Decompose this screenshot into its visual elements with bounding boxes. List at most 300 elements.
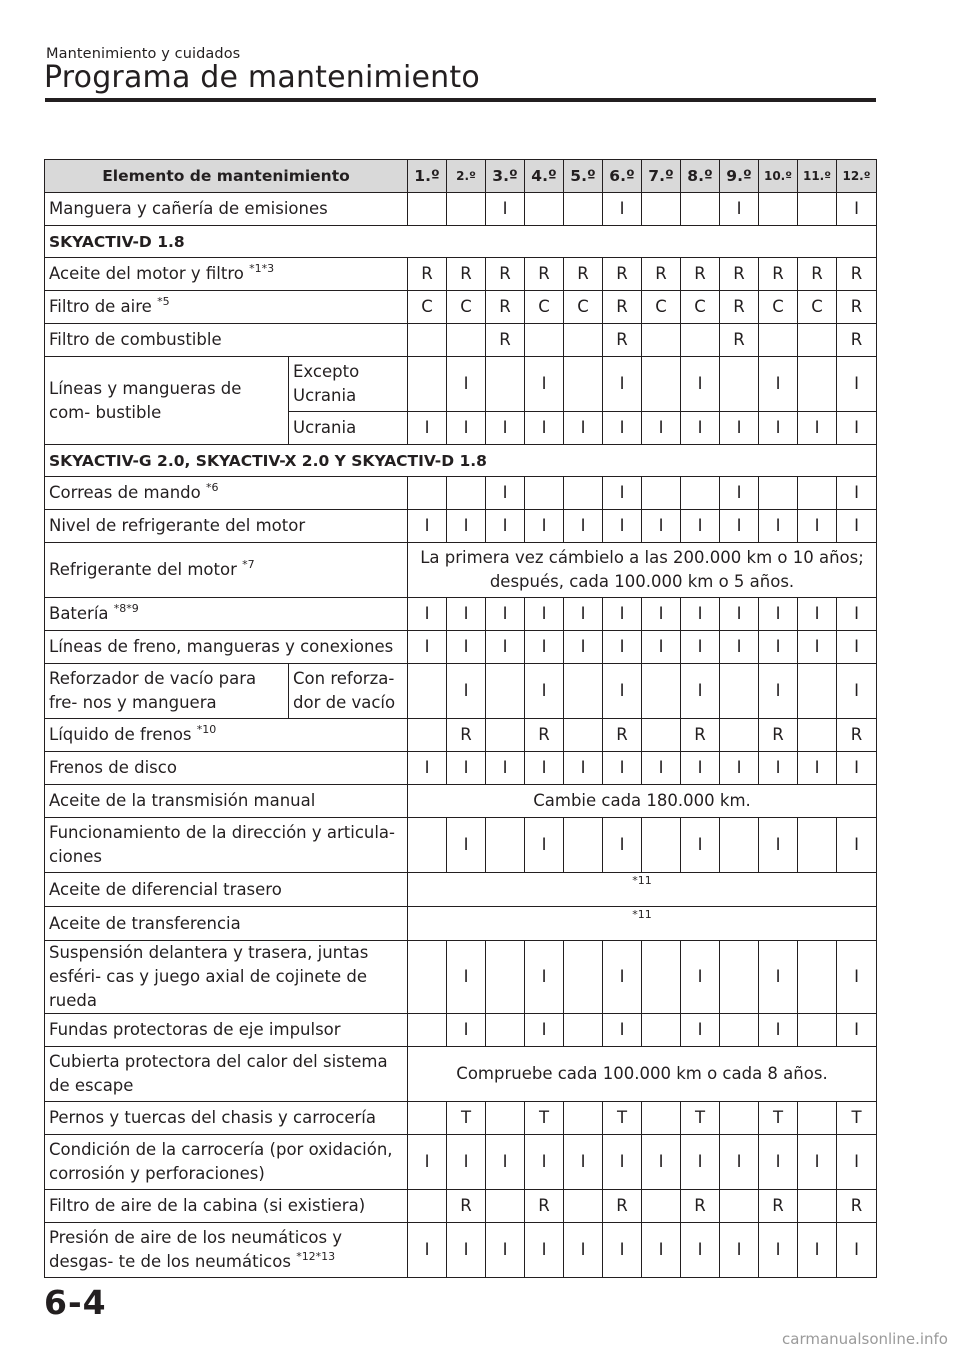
table-row [45, 324, 877, 357]
interval-value [564, 324, 603, 357]
interval-value: I [486, 193, 525, 226]
item-label: Batería [49, 604, 109, 623]
interval-value: I [486, 1223, 525, 1278]
table-row [45, 291, 877, 324]
table-header-row [45, 160, 877, 193]
interval-value: C [447, 291, 486, 324]
interval-value [642, 193, 681, 226]
interval-value: I [525, 941, 564, 1014]
interval-value: I [525, 664, 564, 719]
item-label-cell [45, 291, 408, 324]
interval-value [564, 941, 603, 1014]
interval-value [798, 324, 837, 357]
item-label: Líquido de frenos [49, 725, 192, 744]
footnote-ref: *6 [205, 480, 219, 494]
item-label: Nivel de refrigerante del motor [49, 516, 306, 535]
interval-value: R [603, 719, 642, 752]
interval-value: I [798, 631, 837, 664]
item-label: Aceite de diferencial trasero [49, 879, 282, 899]
interval-value [642, 664, 681, 719]
interval-value [759, 477, 798, 510]
interval-value [564, 357, 603, 412]
interval-value [564, 193, 603, 226]
interval-value [759, 193, 798, 226]
item-label: Manguera y cañería de emisiones [49, 199, 328, 218]
item-label-cell [45, 357, 289, 445]
maintenance-table-container [44, 159, 876, 1278]
interval-value [408, 818, 447, 873]
item-label-cell [45, 907, 408, 941]
interval-value: I [837, 412, 877, 445]
interval-value: I [447, 1223, 486, 1278]
interval-value: I [642, 752, 681, 785]
table-row [45, 193, 877, 226]
section-label: Mantenimiento y cuidados [46, 46, 241, 62]
footnote-ref: *12*13 [296, 1249, 336, 1263]
item-label: Líneas y mangueras de com- bustible [49, 378, 242, 422]
table-row [45, 664, 877, 719]
sub-condition-label: Ucrania [289, 412, 408, 445]
interval-value: I [642, 510, 681, 543]
interval-value: I [603, 598, 642, 631]
item-header: Elemento de mantenimiento [45, 160, 408, 193]
interval-value [798, 357, 837, 412]
interval-value: I [525, 1135, 564, 1190]
interval-value [720, 664, 759, 719]
interval-value [486, 357, 525, 412]
interval-value: R [681, 719, 720, 752]
interval-value: R [408, 258, 447, 291]
item-label: Cubierta protectora del calor del sistema de escape [49, 1052, 388, 1095]
interval-value: I [837, 631, 877, 664]
interval-value: C [681, 291, 720, 324]
interval-value: I [525, 412, 564, 445]
interval-value: R [603, 291, 642, 324]
section-heading: SKYACTIV-D 1.8 [45, 226, 877, 258]
interval-value: I [603, 752, 642, 785]
interval-value [720, 1014, 759, 1047]
item-label-cell [45, 598, 408, 631]
table-row [45, 543, 877, 598]
interval-value: I [486, 752, 525, 785]
interval-value [486, 1190, 525, 1223]
interval-value: I [759, 941, 798, 1014]
page-title: Programa de mantenimiento [44, 60, 480, 95]
interval-value [642, 818, 681, 873]
item-label-cell [45, 477, 408, 510]
interval-value: I [798, 598, 837, 631]
table-row [45, 785, 877, 818]
item-label: Frenos de disco [49, 758, 177, 777]
item-label: Condición de la carrocería (por oxidación, corrosión y perforaciones) [49, 1140, 393, 1183]
interval-value: I [642, 631, 681, 664]
interval-value: C [525, 291, 564, 324]
interval-value: I [603, 193, 642, 226]
interval-value: I [837, 1135, 877, 1190]
interval-value: I [681, 664, 720, 719]
interval-value [486, 664, 525, 719]
interval-value: R [720, 291, 759, 324]
interval-value: I [486, 477, 525, 510]
interval-value [408, 1014, 447, 1047]
footnote-ref: *5 [157, 294, 170, 308]
interval-value [525, 193, 564, 226]
interval-value: R [447, 719, 486, 752]
interval-value: I [564, 752, 603, 785]
maintenance-table [44, 159, 877, 1278]
interval-value: I [564, 412, 603, 445]
interval-value: I [720, 477, 759, 510]
table-row [45, 752, 877, 785]
interval-value: I [681, 598, 720, 631]
interval-value: R [681, 258, 720, 291]
interval-value [642, 1190, 681, 1223]
interval-value: R [720, 258, 759, 291]
footnote-ref: *8*9 [113, 601, 139, 615]
interval-value: I [759, 412, 798, 445]
item-label: Filtro de aire de la cabina (si existiera) [49, 1196, 366, 1215]
interval-value: I [681, 1014, 720, 1047]
interval-value [525, 324, 564, 357]
interval-value: C [798, 291, 837, 324]
interval-value: R [837, 258, 877, 291]
interval-value: I [603, 1223, 642, 1278]
interval-value: I [603, 412, 642, 445]
interval-value: R [447, 1190, 486, 1223]
interval-value: I [447, 664, 486, 719]
interval-value: I [759, 1135, 798, 1190]
interval-header: 5.º [564, 160, 603, 193]
interval-value [720, 941, 759, 1014]
interval-value: I [408, 1223, 447, 1278]
interval-value: R [681, 1190, 720, 1223]
interval-value [798, 1102, 837, 1135]
interval-value: I [564, 598, 603, 631]
interval-value: I [525, 752, 564, 785]
item-label-cell [45, 1223, 408, 1278]
interval-value [408, 664, 447, 719]
interval-value: I [447, 357, 486, 412]
interval-value [408, 324, 447, 357]
interval-value: I [525, 510, 564, 543]
interval-value: I [603, 477, 642, 510]
table-row [45, 1190, 877, 1223]
item-label-cell [45, 543, 408, 598]
footnote-ref: *10 [196, 722, 217, 736]
table-row [45, 873, 877, 907]
interval-value: I [681, 1135, 720, 1190]
interval-value: I [681, 510, 720, 543]
table-row [45, 357, 877, 412]
interval-value: I [603, 941, 642, 1014]
interval-value: T [603, 1102, 642, 1135]
interval-value: I [564, 1223, 603, 1278]
interval-value: R [720, 324, 759, 357]
interval-value [642, 719, 681, 752]
interval-value: I [681, 357, 720, 412]
interval-value [642, 477, 681, 510]
interval-header: 4.º [525, 160, 564, 193]
interval-value: R [564, 258, 603, 291]
interval-value [642, 324, 681, 357]
interval-value [759, 324, 798, 357]
interval-value: I [798, 1135, 837, 1190]
table-row [45, 631, 877, 664]
footnote-cell [408, 873, 877, 907]
item-label-cell [45, 631, 408, 664]
item-label-cell [45, 324, 408, 357]
interval-value: I [798, 412, 837, 445]
interval-value [408, 719, 447, 752]
item-label: Reforzador de vacío para fre- nos y manguera [49, 669, 257, 712]
sub-condition-label: Con reforza- dor de vacío [289, 664, 408, 719]
interval-value [408, 941, 447, 1014]
interval-value: T [759, 1102, 798, 1135]
interval-value: I [447, 510, 486, 543]
interval-value [720, 357, 759, 412]
interval-value: C [642, 291, 681, 324]
interval-value: I [525, 598, 564, 631]
footnote-ref: *11 [632, 907, 652, 921]
interval-header: 10.º [759, 160, 798, 193]
item-label: Aceite de transferencia [49, 913, 241, 933]
table-row [45, 1223, 877, 1278]
interval-value: I [447, 1014, 486, 1047]
interval-value [642, 357, 681, 412]
interval-value: C [564, 291, 603, 324]
interval-value: I [603, 1014, 642, 1047]
interval-value [408, 1190, 447, 1223]
item-label: Presión de aire de los neumáticos y desgas- te de los neumáticos [49, 1228, 343, 1271]
interval-value [798, 818, 837, 873]
footnote-cell [408, 907, 877, 941]
interval-value: T [837, 1102, 877, 1135]
interval-value: I [681, 412, 720, 445]
interval-value: I [837, 941, 877, 1014]
interval-value: R [759, 1190, 798, 1223]
table-row [45, 510, 877, 543]
item-label: Refrigerante del motor [49, 560, 237, 579]
interval-value: R [486, 258, 525, 291]
interval-value: R [837, 719, 877, 752]
schedule-note: Cambie cada 180.000 km. [408, 785, 877, 818]
interval-value: I [447, 1135, 486, 1190]
interval-value [486, 1014, 525, 1047]
item-label-cell [45, 873, 408, 907]
interval-value: I [486, 412, 525, 445]
interval-value [408, 357, 447, 412]
interval-value: I [447, 752, 486, 785]
interval-header: 2.º [447, 160, 486, 193]
interval-value: I [408, 598, 447, 631]
interval-value: R [837, 1190, 877, 1223]
interval-value: I [408, 631, 447, 664]
interval-value: I [486, 598, 525, 631]
item-label-cell [45, 941, 408, 1014]
interval-value: I [837, 510, 877, 543]
interval-value: I [681, 1223, 720, 1278]
interval-value [798, 719, 837, 752]
interval-value: I [759, 510, 798, 543]
item-label: Funcionamiento de la dirección y articula- ciones [49, 823, 396, 866]
interval-header: 11.º [798, 160, 837, 193]
interval-value [408, 1102, 447, 1135]
interval-value: T [447, 1102, 486, 1135]
interval-value [642, 1014, 681, 1047]
footnote-ref: *11 [632, 873, 652, 887]
interval-value: I [837, 1014, 877, 1047]
interval-value: I [603, 1135, 642, 1190]
table-row [45, 1014, 877, 1047]
item-label-cell [45, 258, 408, 291]
interval-value [798, 477, 837, 510]
interval-value: R [759, 258, 798, 291]
interval-value: I [798, 510, 837, 543]
interval-value: I [720, 1135, 759, 1190]
section-row [45, 226, 877, 258]
interval-value: I [759, 598, 798, 631]
interval-value: I [447, 631, 486, 664]
interval-value: R [837, 324, 877, 357]
interval-value: I [408, 412, 447, 445]
interval-header: 9.º [720, 160, 759, 193]
item-label: Fundas protectoras de eje impulsor [49, 1020, 341, 1039]
interval-header: 3.º [486, 160, 525, 193]
interval-value [798, 664, 837, 719]
interval-value [798, 1014, 837, 1047]
sub-condition-label: Excepto Ucrania [289, 357, 408, 412]
interval-value [447, 477, 486, 510]
interval-value: I [759, 664, 798, 719]
item-label-cell [45, 1102, 408, 1135]
interval-value: I [486, 631, 525, 664]
item-label: Filtro de combustible [49, 330, 222, 349]
interval-value [642, 941, 681, 1014]
interval-value [564, 477, 603, 510]
interval-value [486, 941, 525, 1014]
interval-value: I [837, 598, 877, 631]
interval-value: I [447, 412, 486, 445]
interval-value: C [408, 291, 447, 324]
interval-value: I [642, 1223, 681, 1278]
interval-value [720, 818, 759, 873]
interval-value: I [759, 1223, 798, 1278]
interval-value: I [447, 818, 486, 873]
footnote-ref: *7 [242, 557, 255, 571]
interval-value: I [642, 1135, 681, 1190]
interval-value [642, 1102, 681, 1135]
interval-value: I [720, 598, 759, 631]
interval-header: 1.º [408, 160, 447, 193]
interval-value [525, 477, 564, 510]
item-label-cell [45, 818, 408, 873]
interval-value: I [603, 510, 642, 543]
interval-value [681, 193, 720, 226]
table-row [45, 818, 877, 873]
item-label: Filtro de aire [49, 297, 152, 316]
interval-value: I [408, 752, 447, 785]
schedule-note: Compruebe cada 100.000 km o cada 8 años. [408, 1047, 877, 1102]
interval-value: R [525, 258, 564, 291]
interval-value [798, 941, 837, 1014]
interval-value: I [759, 752, 798, 785]
interval-value [798, 193, 837, 226]
interval-value: I [798, 1223, 837, 1278]
interval-value: I [720, 510, 759, 543]
item-label-cell [45, 1190, 408, 1223]
interval-header: 7.º [642, 160, 681, 193]
interval-header: 8.º [681, 160, 720, 193]
interval-value [486, 818, 525, 873]
interval-value: I [603, 818, 642, 873]
interval-value: I [759, 631, 798, 664]
interval-value: I [486, 510, 525, 543]
interval-value: I [681, 818, 720, 873]
interval-value: I [681, 752, 720, 785]
interval-value: I [837, 1223, 877, 1278]
interval-value [564, 719, 603, 752]
interval-value: R [603, 324, 642, 357]
interval-value: R [837, 291, 877, 324]
interval-value: I [642, 412, 681, 445]
interval-value: R [798, 258, 837, 291]
table-row [45, 719, 877, 752]
item-label-cell [45, 752, 408, 785]
interval-value: I [720, 752, 759, 785]
interval-value: I [681, 631, 720, 664]
interval-value [720, 719, 759, 752]
page-number: 6-4 [44, 1283, 107, 1322]
interval-value [720, 1190, 759, 1223]
interval-value [447, 324, 486, 357]
interval-value: I [759, 1014, 798, 1047]
interval-value: I [564, 1135, 603, 1190]
interval-value: I [564, 510, 603, 543]
interval-value: I [525, 631, 564, 664]
table-row [45, 1102, 877, 1135]
item-label: Suspensión delantera y trasera, juntas esféri- cas y juego axial de cojinete de rueda [49, 943, 369, 1010]
interval-value [681, 477, 720, 510]
item-label-cell [45, 1047, 408, 1102]
item-label-cell [45, 1014, 408, 1047]
table-row [45, 258, 877, 291]
table-row [45, 477, 877, 510]
interval-value: I [564, 631, 603, 664]
interval-value: C [759, 291, 798, 324]
interval-value: I [408, 510, 447, 543]
interval-value: I [525, 1223, 564, 1278]
footnote-ref: *1*3 [249, 261, 275, 275]
interval-value [408, 477, 447, 510]
interval-value [798, 1190, 837, 1223]
interval-value: I [408, 1135, 447, 1190]
item-label: Pernos y tuercas del chasis y carrocería [49, 1108, 376, 1127]
watermark: carmanualsonline.info [782, 1330, 948, 1348]
interval-header: 12.º [837, 160, 877, 193]
interval-value: I [486, 1135, 525, 1190]
item-label-cell [45, 1135, 408, 1190]
interval-value [564, 1190, 603, 1223]
interval-value: I [837, 664, 877, 719]
interval-value: I [759, 357, 798, 412]
interval-value: I [720, 631, 759, 664]
interval-value [564, 818, 603, 873]
interval-value: R [486, 324, 525, 357]
interval-value: I [603, 357, 642, 412]
interval-value [564, 664, 603, 719]
interval-value [447, 193, 486, 226]
interval-value [564, 1014, 603, 1047]
